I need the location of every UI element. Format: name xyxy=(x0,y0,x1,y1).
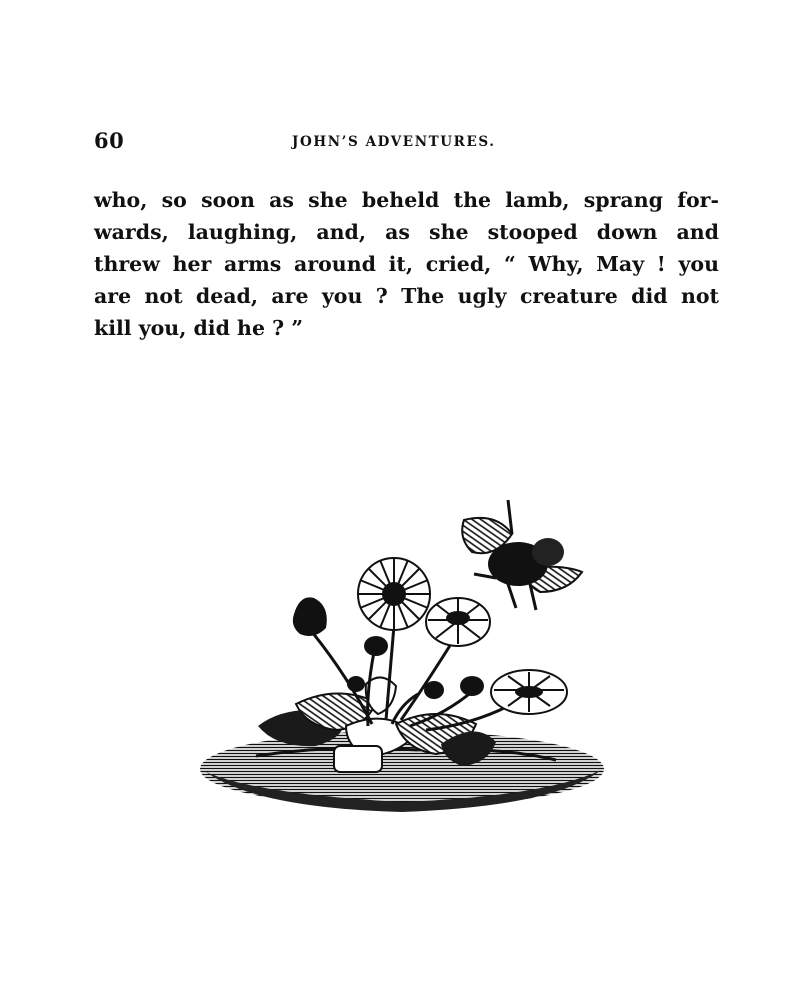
running-head: JOHN’S ADVENTURES. xyxy=(292,134,496,150)
flower-bud xyxy=(347,676,365,692)
stone-shape xyxy=(334,746,382,772)
text-line: kill you, did he ? ” xyxy=(94,316,304,340)
flowers-and-bee-engraving-icon xyxy=(196,494,608,816)
daisy-flower xyxy=(358,558,430,630)
text-line: who, so soon as she beheld the lamb, sprang for- xyxy=(94,188,719,212)
flower-bud xyxy=(293,597,327,636)
daisy-flower xyxy=(426,598,490,646)
text-line: wards, laughing, and, as she stooped down and xyxy=(94,220,719,244)
flower-bud xyxy=(364,636,388,656)
page-number: 60 xyxy=(94,128,125,153)
text-line: threw her arms around it, cried, “ Why, May ! you xyxy=(94,252,719,276)
daisy-flower xyxy=(491,670,567,714)
body-text xyxy=(94,184,719,344)
bee-shape xyxy=(462,500,582,610)
flower-bud xyxy=(424,681,444,699)
text-line: are not dead, are you ? The ugly creature did not xyxy=(94,284,719,308)
flower-bud xyxy=(460,676,484,696)
